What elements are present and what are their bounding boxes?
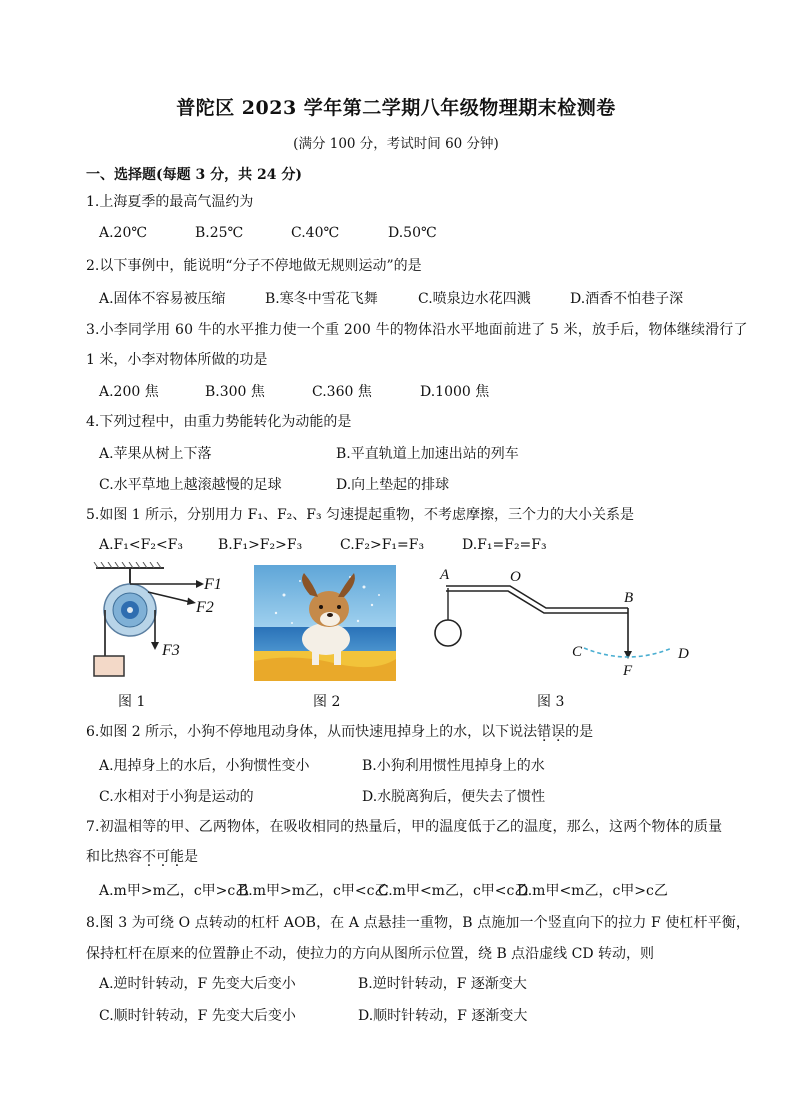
figure-3-label-b: B <box>624 590 634 606</box>
question-8-option-a: A.逆时针转动，F 先变大后变小 <box>99 976 296 992</box>
question-8-stem-line1: 8.图 3 为可绕 O 点转动的杠杆 AOB，在 A 点悬挂一重物，B 点施加一个竖直向下的拉力 F 使杠杆平衡， <box>86 915 750 931</box>
question-4-option-b: B.平直轨道上加速出站的列车 <box>336 446 519 462</box>
figure-3-label-d: D <box>678 646 689 662</box>
question-6-emphasis: 错误 <box>537 724 566 740</box>
question-1-option-b: B.25℃ <box>195 225 244 241</box>
question-2-option-c: C.喷泉边水花四溅 <box>418 291 531 307</box>
figure-1-pulley <box>92 562 227 682</box>
question-6-option-c: C.水相对于小狗是运动的 <box>99 789 254 805</box>
question-3-option-a: A.200 焦 <box>99 384 159 400</box>
question-2-option-a: A.固体不容易被压缩 <box>99 291 226 307</box>
question-7-option-d: D.m甲<m乙，c甲>c乙 <box>517 883 668 899</box>
question-1-option-d: D.50℃ <box>388 225 437 241</box>
page-title: 普陀区 2023 学年第二学期八年级物理期末检测卷 <box>176 97 616 119</box>
question-7-option-b: B.m甲>m乙，c甲<c乙 <box>238 883 389 899</box>
question-6-option-a: A.甩掉身上的水后，小狗惯性变小 <box>99 758 310 774</box>
question-1-option-c: C.40℃ <box>291 225 340 241</box>
question-6-stem: 6.如图 2 所示，小狗不停地甩动身体，从而快速甩掉身上的水，以下说法错误的是 <box>86 724 594 740</box>
question-5-stem: 5.如图 1 所示，分别用力 F₁、F₂、F₃ 匀速提起重物，不考虑摩擦，三个力的大小关系是 <box>86 507 635 523</box>
figure-3-caption: 图 3 <box>537 694 565 710</box>
question-8-stem-line2: 保持杠杆在原来的位置静止不动，使拉力的方向从图所示位置，绕 B 点沿虚线 CD 转动，则 <box>86 946 655 962</box>
question-4-option-c: C.水平草地上越滚越慢的足球 <box>99 477 282 493</box>
question-3-stem-line2: 1 米，小李对物体所做的功是 <box>86 352 268 368</box>
question-3-stem-line1: 3.小李同学用 60 牛的水平推力使一个重 200 牛的物体沿水平地面前进了 5 米，放手后，物体继续滑行了 <box>86 322 748 338</box>
question-7-option-a: A.m甲>m乙，c甲>c乙 <box>99 883 250 899</box>
question-4-option-a: A.苹果从树上下落 <box>99 446 212 462</box>
question-7-stem-line1: 7.初温相等的甲、乙两物体，在吸收相同的热量后，甲的温度低于乙的温度，那么，这两个物体的质量 <box>86 819 723 835</box>
question-2-stem: 2.以下事例中，能说明“分子不停地做无规则运动”的是 <box>86 258 422 274</box>
exam-subtitle: (满分 100 分，考试时间 60 分钟) <box>293 136 499 152</box>
figure-3-label-a: A <box>440 567 450 583</box>
question-1-option-a: A.20℃ <box>99 225 148 241</box>
question-5-option-a: A.F₁<F₂<F₃ <box>99 537 183 553</box>
question-7-emphasis: 不可能 <box>142 849 184 865</box>
question-7-stem-line2: 和比热容不可能是 <box>86 849 198 865</box>
figure-1-label-f1: F1 <box>204 576 222 593</box>
figure-3-label-c: C <box>572 644 583 660</box>
question-7-option-c: C.m甲<m乙，c甲<c乙 <box>378 883 529 899</box>
question-8-option-d: D.顺时针转动，F 逐渐变大 <box>358 1008 528 1024</box>
question-8-option-b: B.逆时针转动，F 逐渐变大 <box>358 976 527 992</box>
question-5-option-d: D.F₁=F₂=F₃ <box>462 537 547 553</box>
question-4-option-d: D.向上垫起的排球 <box>336 477 450 493</box>
question-5-option-c: C.F₂>F₁=F₃ <box>340 537 425 553</box>
figure-2-dog-photo <box>254 565 396 681</box>
question-8-option-c: C.顺时针转动，F 先变大后变小 <box>99 1008 296 1024</box>
figure-2-caption: 图 2 <box>313 694 341 710</box>
question-6-option-d: D.水脱离狗后，便失去了惯性 <box>362 789 546 805</box>
question-3-option-b: B.300 焦 <box>205 384 265 400</box>
question-2-option-d: D.酒香不怕巷子深 <box>570 291 684 307</box>
figure-3-lever <box>428 562 708 682</box>
figure-3-label-f: F <box>623 663 633 679</box>
question-3-option-d: D.1000 焦 <box>420 384 490 400</box>
question-5-option-b: B.F₁>F₂>F₃ <box>218 537 303 553</box>
question-4-stem: 4.下列过程中，由重力势能转化为动能的是 <box>86 414 352 430</box>
figure-1-label-f2: F2 <box>196 599 214 616</box>
figure-1-caption: 图 1 <box>118 694 146 710</box>
question-3-option-c: C.360 焦 <box>312 384 372 400</box>
question-2-option-b: B.寒冬中雪花飞舞 <box>265 291 378 307</box>
section-heading: 一、选择题(每题 3 分，共 24 分) <box>86 167 302 183</box>
question-1-stem: 1.上海夏季的最高气温约为 <box>86 194 254 210</box>
figure-1-label-f3: F3 <box>162 642 180 659</box>
question-6-option-b: B.小狗利用惯性甩掉身上的水 <box>362 758 545 774</box>
figure-3-label-o: O <box>510 569 521 585</box>
